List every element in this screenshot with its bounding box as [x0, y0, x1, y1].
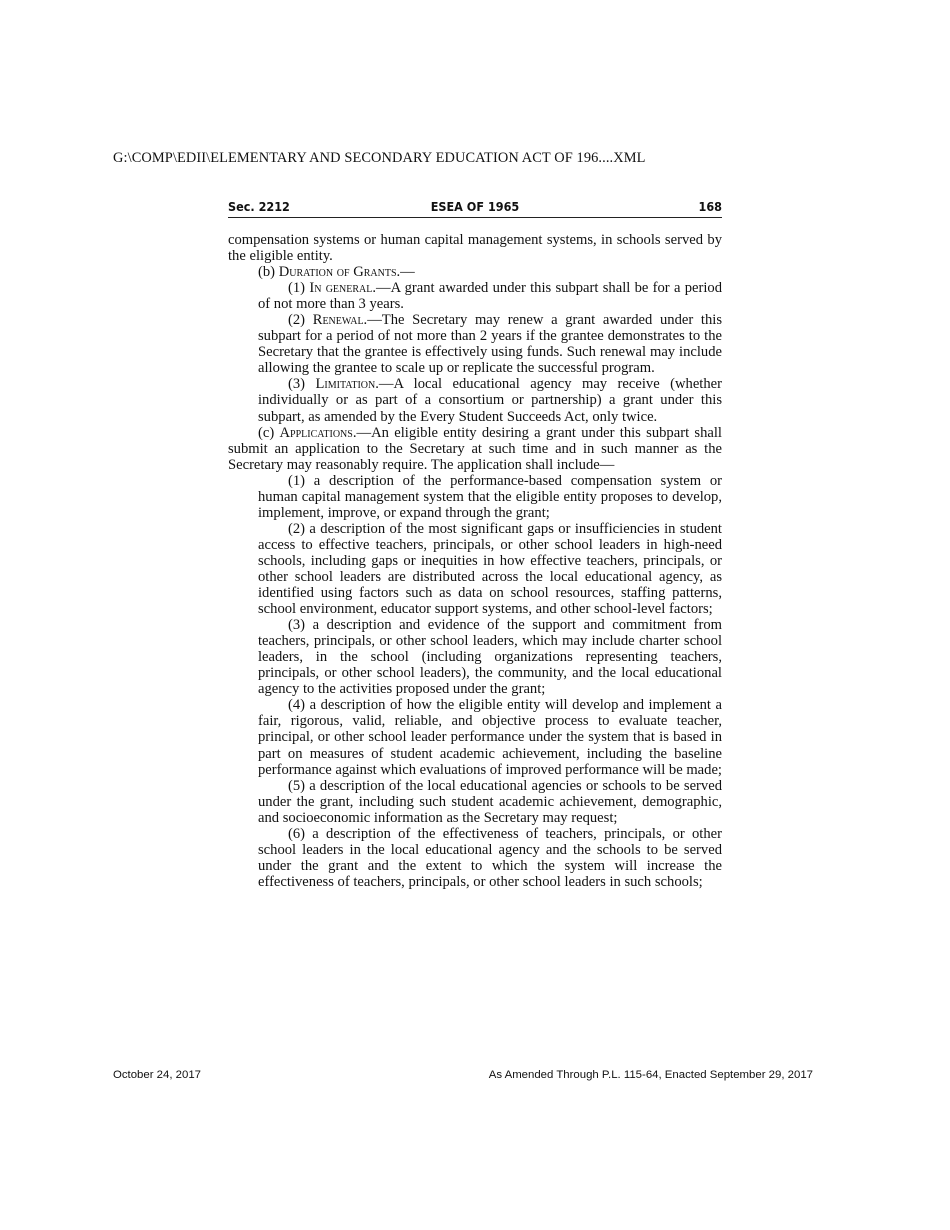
paragraph-b2-label: (2) — [288, 312, 306, 329]
paragraph-b2 — [258, 312, 722, 376]
subsection-b — [228, 264, 722, 280]
subsection-b-label: (b) — [258, 264, 276, 281]
paragraph-c5: (5) a description of the local educational agencies or schools to be served under the grant, including such student academic achievement, demographic, and socioeconomic information as the Secretary may request; — [258, 777, 722, 826]
page-number: 168 — [698, 199, 722, 214]
paragraph-c1: (1) a description of the performance-based compensation system or human capital management system that the eligible entity proposes to develop, implement, improve, or expand through the grant; — [258, 472, 722, 521]
footer-amended-through: As Amended Through P.L. 115-64, Enacted September 29, 2017 — [488, 1069, 813, 1081]
subsection-c — [228, 425, 722, 473]
paragraph-b3-label: (3) — [288, 376, 306, 393]
paragraph-b2-text: —The Secretary may renew a grant awarded under this subpart for a period of not more than 2 years if the grantee demonstrates to the Secretary that the grantee is effectively using funds. Such renewal may include allowing the grantee to scale up or replicate the successful program. — [258, 312, 722, 377]
paragraph-b3 — [258, 376, 722, 424]
paragraph-c3: (3) a description and evidence of the support and commitment from teachers, principals, or other school leaders, which may include charter school leaders, in the school (including organizations representing teachers, principals, or other school leaders), the community, and the local educational agency to the activities proposed under the grant; — [258, 617, 722, 698]
paragraph-b3-heading: Limitation. — [315, 376, 379, 393]
act-title: ESEA OF 1965 — [430, 199, 520, 214]
paragraph-c4: (4) a description of how the eligible entity will develop and implement a fair, rigorous, valid, reliable, and objective process to evaluate teacher, principal, or other school leader performance under the system that is based in part on measures of student academic achievement, including the baseline performance against which evaluations of improved performance will be made; — [258, 697, 722, 778]
paragraph-c2: (2) a description of the most significant gaps or insufficiencies in student access to effective teachers, principals, or other school leaders in high-need schools, including gaps or inequities in how effective teachers, principals, or other school leaders are distributed across the local educational agency, as identified using factors such as data on school resources, staffing patterns, school environment, educator support systems, and other school-level factors; — [258, 520, 722, 618]
running-head — [228, 197, 722, 218]
paragraph-b2-heading: Renewal. — [312, 312, 368, 329]
document-body — [228, 232, 722, 890]
paragraph-continuation: compensation systems or human capital management systems, in schools served by the eligible entity. — [228, 232, 722, 265]
paragraph-b3-text: —A local educational agency may receive (whether individually or as part of a consortium or partnership) a grant under this subpart, as amended by the Every Student Succeeds Act, only twice. — [258, 376, 722, 425]
paragraph-b1 — [258, 280, 722, 312]
subsection-b-heading: Duration of Grants. — [278, 264, 401, 281]
subsection-c-text: —An eligible entity desiring a grant under this subpart shall submit an application to the Secretary at such time and in such manner as the Secretary may reasonably require. The application shall include— — [228, 424, 722, 473]
section-number: Sec. 2212 — [228, 199, 290, 214]
paragraph-b1-label: (1) — [288, 280, 306, 297]
paragraph-b1-text: —A grant awarded under this subpart shall be for a period of not more than 3 years. — [258, 280, 722, 313]
footer-date: October 24, 2017 — [113, 1069, 202, 1081]
file-path-header: G:\COMP\EDII\ELEMENTARY AND SECONDARY EDUCATION ACT OF 196....XML — [113, 150, 646, 166]
subsection-c-label: (c) — [258, 424, 275, 441]
paragraph-b1-heading: In general. — [309, 280, 377, 297]
subsection-c-heading: Applications. — [279, 424, 357, 441]
subsection-b-dash: — — [400, 264, 415, 281]
paragraph-c6: (6) a description of the effectiveness of teachers, principals, or other school leaders in the local educational agency and the schools to be served under the grant and the extent to which the system will increase the effectiveness of teachers, principals, or other school leaders in such schools; — [258, 825, 722, 890]
